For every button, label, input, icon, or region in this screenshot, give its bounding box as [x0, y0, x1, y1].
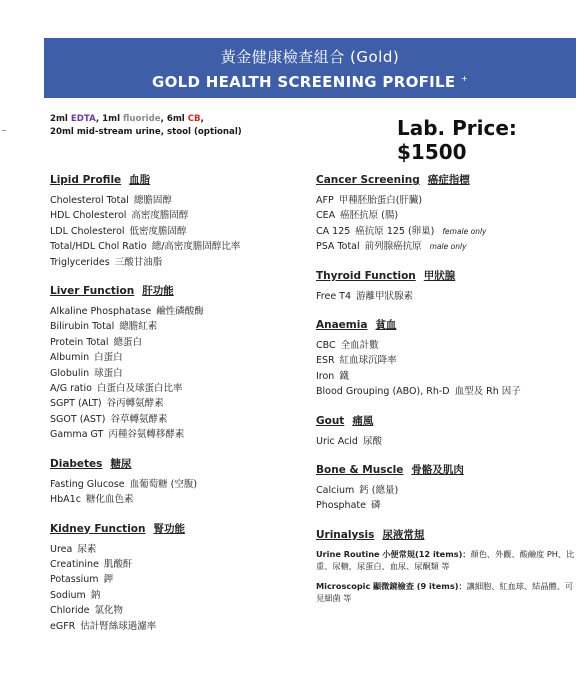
test-note: female only: [442, 226, 487, 236]
test-item: [50, 193, 240, 208]
test-name-en: Globulin: [50, 367, 90, 379]
section-title-zh: 骨骼及肌肉: [411, 464, 464, 477]
urine-routine-label: Urine Routine: [316, 548, 380, 559]
test-name-en: Iron: [316, 370, 335, 382]
section-bone-muscle: [316, 462, 581, 514]
test-item: [316, 353, 581, 368]
urine-micro-label: Microscopic: [316, 580, 371, 591]
section-title-en: Anaemia: [316, 319, 368, 332]
section-title: [50, 521, 240, 536]
test-item: [316, 498, 581, 513]
test-name-en: HDL Cholesterol: [50, 210, 127, 222]
test-item: [316, 193, 581, 208]
test-note: male only: [429, 242, 467, 252]
margin-mark: [2, 130, 6, 131]
test-item: [50, 477, 240, 492]
test-item: [316, 384, 581, 399]
test-name-en: PSA Total: [316, 241, 360, 253]
test-name-en: A/G ratio: [50, 383, 92, 395]
section-title-zh: 貧血: [375, 319, 397, 332]
section-liver-function: [50, 283, 240, 443]
test-name-zh: 癌胚抗原 (腸): [340, 210, 399, 222]
section-title-en: Urinalysis: [316, 528, 375, 541]
test-name-zh: 谷草轉氨酵素: [110, 413, 168, 425]
test-name-zh: 低密度膽固醇: [129, 225, 187, 237]
test-item: [50, 224, 240, 239]
test-name-en: ESR: [316, 355, 335, 367]
section-title-zh: 痛風: [352, 414, 374, 427]
urine-micro-label-zh: 顯微鏡檢查 (9 items)：: [372, 580, 467, 591]
section-title-en: Bone & Muscle: [316, 464, 404, 477]
test-name-zh: 前列腺癌抗原: [364, 241, 422, 253]
section-title: [316, 317, 581, 332]
test-item: [50, 239, 240, 254]
sample-fluoride: fluoride: [123, 114, 161, 124]
section-title: [316, 413, 581, 428]
test-item: [50, 603, 240, 618]
section-title-en: Gout: [316, 414, 345, 427]
test-name-en: Bilirubin Total: [50, 321, 115, 333]
sample-requirements: [50, 113, 242, 139]
left-column: [50, 172, 240, 647]
section-thyroid-function: [316, 268, 581, 304]
test-name-zh: 白蛋白: [94, 352, 123, 364]
test-item: [316, 289, 581, 304]
test-name-zh: 磷: [370, 500, 381, 512]
test-item: [50, 542, 240, 557]
test-name-en: Protein Total: [50, 336, 109, 348]
test-item: [316, 208, 581, 223]
test-name-en: SGPT (ALT): [50, 398, 102, 410]
test-item: [50, 350, 240, 365]
test-item: [50, 557, 240, 572]
test-item: [316, 224, 581, 239]
test-item: [50, 335, 240, 350]
sample-edta: EDTA: [70, 114, 96, 124]
test-name-zh: 總蛋白: [113, 336, 143, 348]
test-name-en: HbA1c: [50, 494, 81, 506]
sample-cb: CB: [187, 114, 201, 124]
urine-micro-text: 讓細胞、紅血球、結晶體、可見細菌 等: [316, 580, 574, 604]
test-name-en: LDL Cholesterol: [50, 225, 125, 237]
test-item: [50, 588, 240, 603]
section-title-zh: 癌症指標: [427, 174, 470, 186]
urine-routine: [316, 548, 581, 573]
test-name-en: Albumin: [50, 352, 90, 364]
test-name-en: Triglycerides: [50, 256, 110, 268]
test-name-en: CEA: [316, 210, 336, 222]
section-title: [316, 172, 581, 187]
section-title-en: Diabetes: [50, 457, 103, 470]
title-english: [44, 73, 576, 91]
test-name-zh: 甲種胚胎蛋白(肝臟): [338, 195, 423, 206]
test-name-zh: 紅血球沉降率: [339, 355, 397, 367]
test-name-zh: 谷丙轉氨酵素: [106, 398, 164, 410]
section-diabetes: [50, 456, 240, 508]
test-name-zh: 三酸甘油脂: [114, 256, 163, 268]
test-name-en: Phosphate: [316, 500, 366, 512]
section-cancer-screening: [316, 172, 581, 255]
section-title-zh: 肝功能: [142, 285, 174, 298]
section-title-zh: 甲狀腺: [423, 269, 456, 282]
test-item: [50, 208, 240, 223]
test-name-zh: 白蛋白及球蛋白比率: [97, 383, 183, 395]
section-anaemia: [316, 317, 581, 400]
test-name-en: Alkaline Phosphatase: [50, 306, 152, 318]
section-title: [316, 527, 581, 542]
title-chinese: 黃金健康檢查組合 (Gold): [220, 48, 400, 66]
test-item: [50, 255, 240, 270]
section-title-en: Lipid Profile: [50, 174, 122, 186]
test-item: [50, 619, 240, 634]
test-name-zh: 鉀: [103, 574, 114, 586]
test-item: [50, 412, 240, 427]
test-name-en: AFP: [316, 195, 334, 206]
test-name-en: Creatinine: [50, 558, 99, 570]
test-name-en: Gamma GT: [50, 429, 104, 441]
test-name-en: eGFR: [50, 620, 76, 632]
test-name-zh: 鈣 (總量): [359, 485, 399, 497]
test-name-zh: 高密度膽固醇: [131, 210, 189, 222]
sample-line-2: 20ml mid-stream urine, stool (optional): [50, 127, 242, 137]
test-name-zh: 尿素: [77, 543, 97, 555]
test-item: [316, 483, 581, 498]
section-kidney-function: [50, 521, 240, 634]
test-name-zh: 癌抗原 125 (卵巢): [355, 225, 435, 237]
test-item: [316, 434, 581, 449]
test-name-zh: 血型及 Rh 因子: [454, 386, 521, 398]
urine-microscopic: [316, 580, 581, 605]
right-column: [316, 172, 581, 618]
test-name-en: Sodium: [50, 589, 86, 601]
sample-vol-2: , 1ml: [95, 114, 121, 124]
title-banner: [44, 38, 576, 98]
section-title: [50, 172, 240, 187]
urine-routine-text: 顏色、外觀、酸鹼度 PH、比重、尿糖，尿蛋白、血尿、尿酮類 等: [316, 548, 575, 572]
urine-routine-label-zh: 小便常規(12 items)：: [382, 548, 471, 559]
section-title-zh: 腎功能: [153, 522, 185, 535]
test-name-zh: 球蛋白: [94, 367, 123, 379]
section-title-zh: 糖尿: [110, 457, 132, 470]
section-title-en: Cancer Screening: [316, 174, 420, 186]
test-name-en: Calcium: [316, 485, 355, 497]
test-name-en: Cholesterol Total: [50, 195, 129, 206]
test-item: [50, 492, 240, 507]
test-name-en: Uric Acid: [316, 435, 358, 447]
lab-price: Lab. Price: $1500: [397, 116, 517, 164]
section-title: [50, 456, 240, 471]
test-item: [50, 304, 240, 319]
test-item: [50, 319, 240, 334]
test-item: [316, 239, 581, 254]
test-name-en: Chloride: [50, 605, 90, 617]
test-item: [316, 369, 581, 384]
test-item: [50, 366, 240, 381]
test-name-zh: 總膽紅素: [119, 321, 158, 333]
test-name-zh: 血葡萄糖 (空腹): [129, 478, 198, 490]
title-plus-mark: +: [461, 74, 469, 83]
section-title: [50, 283, 240, 298]
test-name-en: Total/HDL Chol Ratio: [50, 241, 147, 253]
test-name-en: SGOT (AST): [50, 413, 106, 425]
test-item: [50, 396, 240, 411]
test-name-en: Blood Grouping (ABO), Rh-D: [316, 386, 450, 398]
test-name-zh: 總/高密度膽固醇比率: [151, 241, 241, 253]
test-name-en: Urea: [50, 543, 73, 555]
test-item: [50, 427, 240, 442]
test-name-zh: 估計腎絲球過濾率: [80, 620, 157, 632]
section-gout: [316, 413, 581, 449]
test-name-zh: 鹼性磷酸酶: [156, 306, 204, 318]
test-name-zh: 肌酸酐: [103, 558, 133, 570]
test-name-zh: 鈉: [90, 589, 101, 601]
test-name-zh: 丙種谷氨轉移酵素: [108, 429, 185, 441]
test-item: [50, 381, 240, 396]
test-name-en: CBC: [316, 340, 336, 352]
sample-comma: ,: [200, 114, 204, 124]
test-name-en: Potassium: [50, 574, 99, 586]
section-title: [316, 462, 581, 477]
sample-vol-3: , 6ml: [160, 114, 185, 124]
sample-vol-1: 2ml: [50, 114, 68, 124]
test-name-en: Fasting Glucose: [50, 478, 125, 490]
test-item: [316, 338, 581, 353]
test-name-zh: 總膽固醇: [133, 195, 172, 206]
test-name-en: Free T4: [316, 290, 352, 302]
section-lipid-profile: [50, 172, 240, 270]
test-name-en: CA 125: [316, 225, 351, 237]
section-urinalysis: [316, 527, 581, 605]
test-name-zh: 游離甲狀腺素: [356, 290, 414, 302]
test-name-zh: 氯化物: [94, 605, 124, 617]
section-title-zh: 血脂: [129, 174, 151, 186]
section-title-en: Kidney Function: [50, 522, 146, 535]
sample-line-1: [50, 113, 242, 126]
section-title: [316, 268, 581, 283]
test-name-zh: 尿酸: [362, 435, 382, 447]
test-name-zh: 鐵: [339, 370, 349, 382]
section-title-en: Thyroid Function: [316, 269, 416, 282]
test-name-zh: 全血計數: [340, 340, 379, 352]
section-title-en: Liver Function: [50, 285, 135, 298]
test-name-zh: 糖化血色素: [85, 494, 134, 506]
title-english-text: GOLD HEALTH SCREENING PROFILE: [151, 73, 456, 91]
section-title-zh: 尿液常規: [382, 528, 425, 541]
test-item: [50, 572, 240, 587]
